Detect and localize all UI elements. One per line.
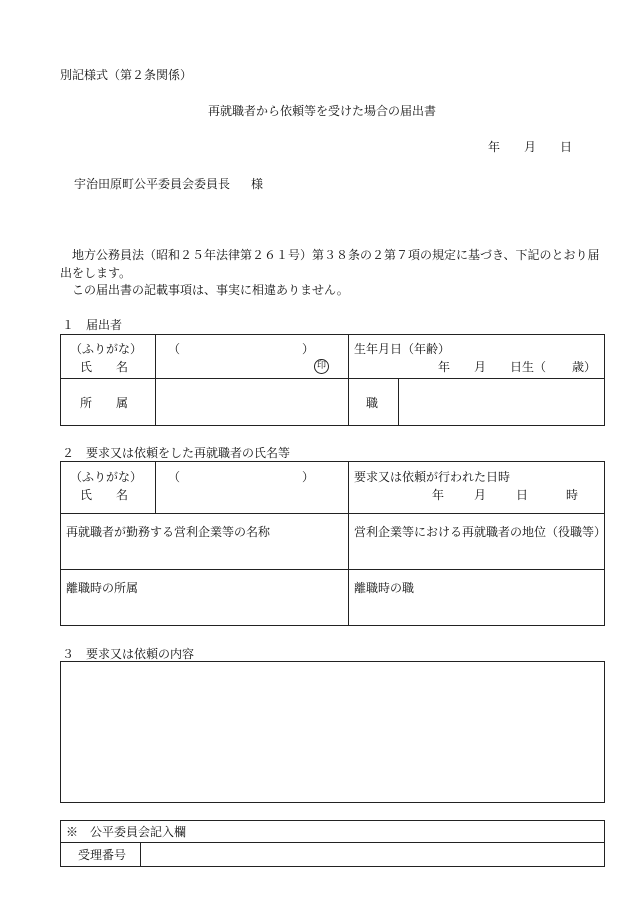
company-position-label: 営利企業等における再就職者の地位（役職等） xyxy=(354,525,607,539)
s1-paren-open: （ xyxy=(168,342,181,356)
form-label: 別記様式（第２条関係） xyxy=(60,68,193,82)
office-use-heading: ※ 公平委員会記入欄 xyxy=(66,825,187,839)
s1-name-label: 氏 名 xyxy=(80,360,129,374)
s1-affiliation-label: 所 属 xyxy=(80,396,129,410)
dt-month: 月 xyxy=(474,488,487,502)
document-title: 再就職者から依頼等を受けた場合の届出書 xyxy=(208,104,437,118)
date-year: 年 xyxy=(488,140,501,154)
addressee-honorific: 様 xyxy=(251,177,264,191)
birth-year: 年 xyxy=(438,360,451,374)
section1-heading: １ 届出者 xyxy=(62,318,123,332)
retirement-position-label: 離職時の職 xyxy=(354,581,415,595)
declaration-paragraph: 地方公務員法（昭和２５年法律第２６１号）第３８条の２第７項の規定に基づき、下記のとおり届出をします。 xyxy=(60,248,600,280)
birth-day: 日生（ xyxy=(510,360,547,374)
age-label: 歳） xyxy=(572,360,597,374)
dt-day: 日 xyxy=(516,488,529,502)
truth-statement: この届出書の記載事項は、事実に相違ありません。 xyxy=(72,283,349,297)
request-content-box xyxy=(60,661,605,803)
s2-furigana-label: （ふりがな） xyxy=(70,470,143,484)
s1-position-label: 職 xyxy=(366,396,379,410)
section2-table xyxy=(60,461,605,626)
s1-furigana-label: （ふりがな） xyxy=(70,342,143,356)
s2-name-label: 氏 名 xyxy=(80,488,129,502)
s2-paren-open: （ xyxy=(168,470,181,484)
s1-paren-close: ） xyxy=(302,342,315,356)
seal-mark: 印 xyxy=(314,359,329,374)
birthdate-label: 生年月日（年齢） xyxy=(354,342,451,356)
s2-paren-close: ） xyxy=(302,470,315,484)
retirement-affiliation-label: 離職時の所属 xyxy=(66,581,139,595)
section2-heading: ２ 要求又は依頼をした再就職者の氏名等 xyxy=(62,446,291,460)
section3-heading: ３ 要求又は依頼の内容 xyxy=(62,647,195,661)
addressee: 宇治田原町公平委員会委員長 xyxy=(74,177,231,191)
dt-hour: 時 xyxy=(566,488,579,502)
company-name-label: 再就職者が勤務する営利企業等の名称 xyxy=(66,525,271,539)
dt-year: 年 xyxy=(432,488,445,502)
date-month: 月 xyxy=(524,140,537,154)
birth-month: 月 xyxy=(474,360,487,374)
date-day: 日 xyxy=(560,140,573,154)
receipt-number-label: 受理番号 xyxy=(78,848,127,862)
request-datetime-label: 要求又は依頼が行われた日時 xyxy=(354,470,511,484)
